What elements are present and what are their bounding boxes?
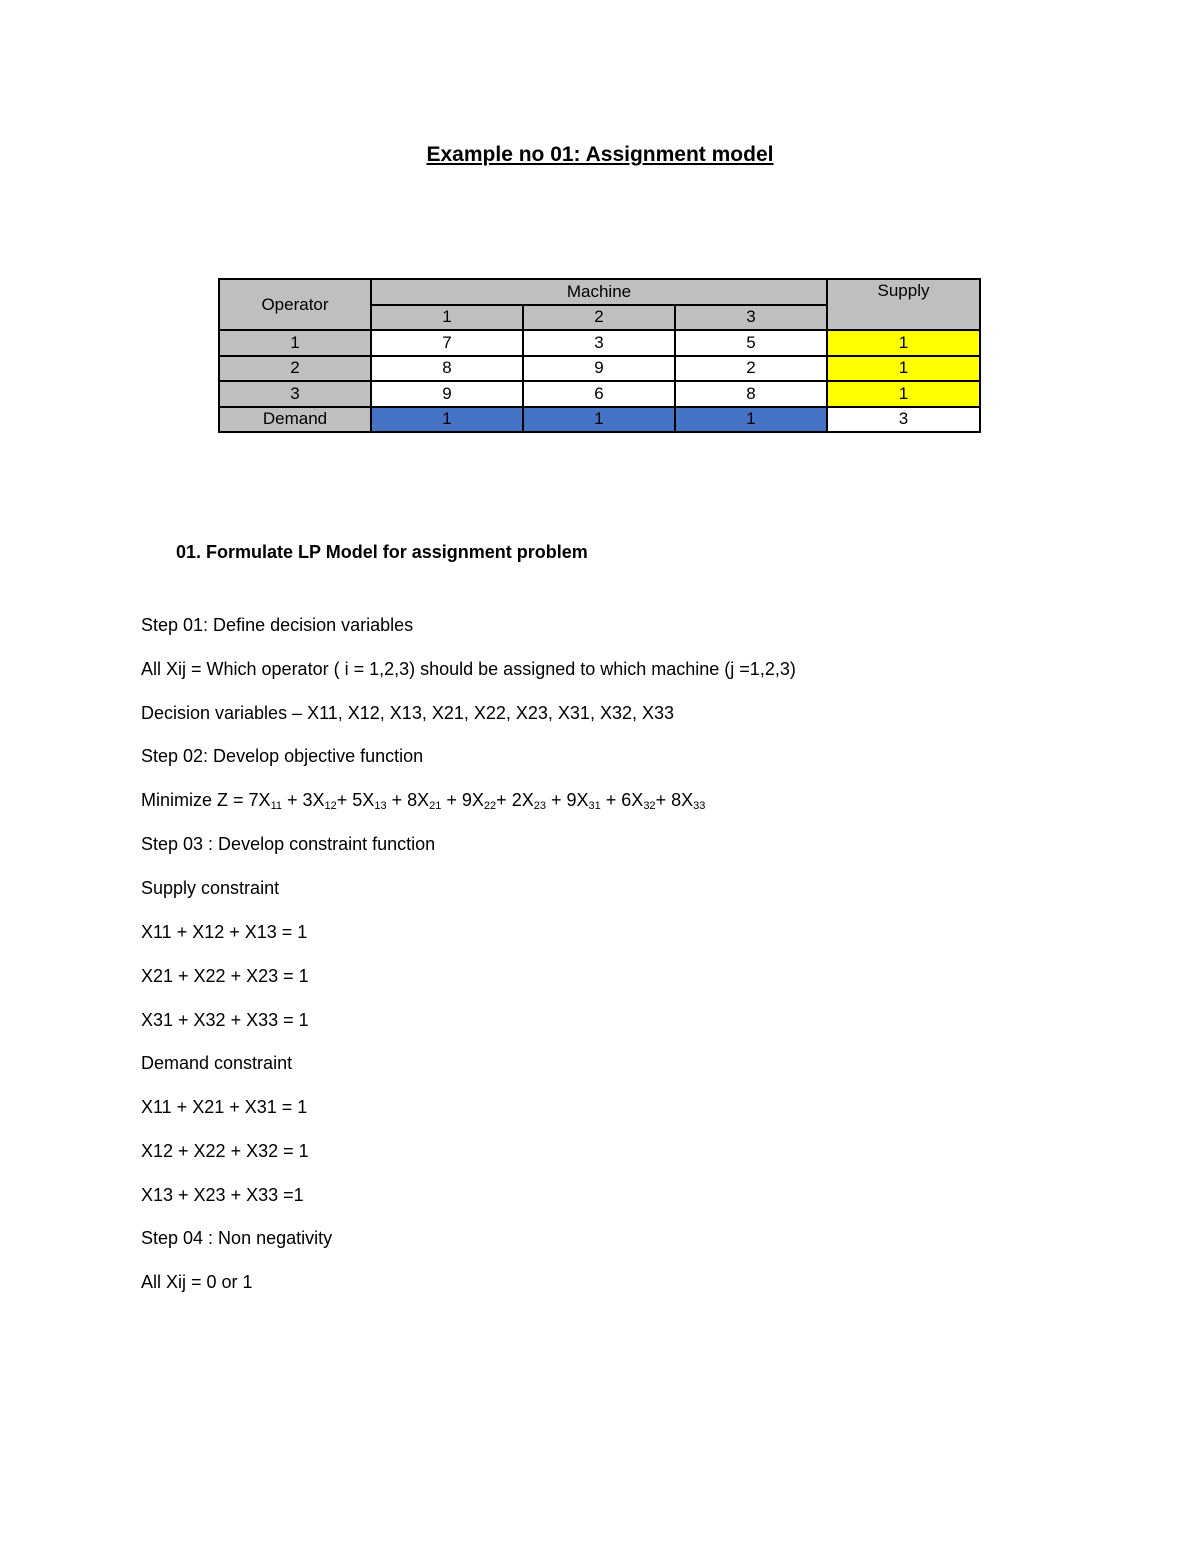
objective-term-subscript: 23 (533, 800, 546, 812)
cost-cell: 2 (675, 356, 827, 382)
cost-cell: 3 (523, 330, 675, 356)
table-row (219, 356, 980, 382)
machine-col-header: 2 (523, 305, 675, 331)
cost-cell: 8 (675, 381, 827, 407)
objective-term: 8X (407, 790, 430, 810)
operator-cell: 3 (219, 381, 371, 407)
objective-terms: $7X_{11} + 3X_{12}+ 5X_{13} + 8X_{21} + 9X_{22}+ 2X_{23} + 9X_{31} + 6X_{32}+ 8X_{33}$ (248, 790, 706, 812)
assignment-table (218, 278, 981, 433)
machine-col-header: 1 (371, 305, 523, 331)
step-2: Step 02: Develop objective function (141, 746, 424, 766)
non-negativity: All Xij = 0 or 1 (141, 1272, 253, 1292)
supply-cell: 1 (827, 330, 980, 356)
demand-cell: 1 (523, 407, 675, 433)
objective-prefix: Minimize Z = (141, 790, 249, 810)
supply-header: Supply (827, 279, 980, 330)
objective-term: 5X (352, 790, 375, 810)
objective-term: 9X (566, 790, 589, 810)
supply-equation: X31 + X32 + X33 = 1 (141, 1010, 309, 1030)
objective-term-subscript: 32 (643, 800, 656, 812)
supply-equation: X21 + X22 + X23 = 1 (141, 966, 309, 986)
table-row (219, 381, 980, 407)
cost-cell: 9 (371, 381, 523, 407)
objective-function (141, 790, 705, 811)
demand-cell: 1 (371, 407, 523, 433)
supply-constraint-heading: Supply constraint (141, 878, 280, 898)
cost-cell: 6 (523, 381, 675, 407)
demand-equation: X12 + X22 + X32 = 1 (141, 1141, 309, 1161)
objective-term-subscript: 13 (374, 800, 387, 812)
demand-cell: 1 (675, 407, 827, 433)
operator-header: Operator (219, 279, 371, 330)
machine-col-header: 3 (675, 305, 827, 331)
cost-cell: 7 (371, 330, 523, 356)
cost-cell: 9 (523, 356, 675, 382)
objective-term: 2X (511, 790, 534, 810)
demand-constraint-heading: Demand constraint (141, 1053, 293, 1073)
cost-cell: 8 (371, 356, 523, 382)
machine-header: Machine (371, 279, 827, 305)
objective-term-subscript: 11 (270, 800, 282, 812)
demand-equation: X11 + X21 + X31 = 1 (141, 1097, 308, 1117)
step-3: Step 03 : Develop constraint function (141, 834, 436, 854)
demand-equation: X13 + X23 + X33 =1 (141, 1185, 304, 1205)
objective-term-subscript: 31 (588, 800, 601, 812)
objective-term-subscript: 33 (693, 800, 706, 812)
step-1: Step 01: Define decision variables (141, 615, 414, 635)
table-row (219, 330, 980, 356)
operator-cell: 2 (219, 356, 371, 382)
objective-term: 3X (302, 790, 325, 810)
demand-row (219, 407, 980, 433)
demand-label: Demand (219, 407, 371, 433)
objective-term-subscript: 12 (324, 800, 337, 812)
supply-equation: X11 + X12 + X13 = 1 (141, 922, 308, 942)
objective-term-subscript: 22 (483, 800, 497, 812)
supply-cell: 1 (827, 356, 980, 382)
objective-term-subscript: 21 (429, 800, 442, 812)
objective-term: 7X (248, 790, 271, 810)
document-title: Example no 01: Assignment model (426, 143, 774, 166)
supply-cell: 1 (827, 381, 980, 407)
operator-cell: 1 (219, 330, 371, 356)
objective-term: 6X (621, 790, 644, 810)
step-4: Step 04 : Non negativity (141, 1228, 333, 1248)
total-cell: 3 (827, 407, 980, 433)
objective-term: 8X (671, 790, 694, 810)
cost-cell: 5 (675, 330, 827, 356)
xij-definition: All Xij = Which operator ( i = 1,2,3) should be assigned to which machine (j =1,2,3) (141, 659, 796, 679)
section-heading: 01. Formulate LP Model for assignment problem (176, 542, 588, 562)
objective-term: 9X (461, 790, 484, 810)
decision-variables: Decision variables – X11, X12, X13, X21, X22, X23, X31, X32, X33 (141, 703, 675, 723)
